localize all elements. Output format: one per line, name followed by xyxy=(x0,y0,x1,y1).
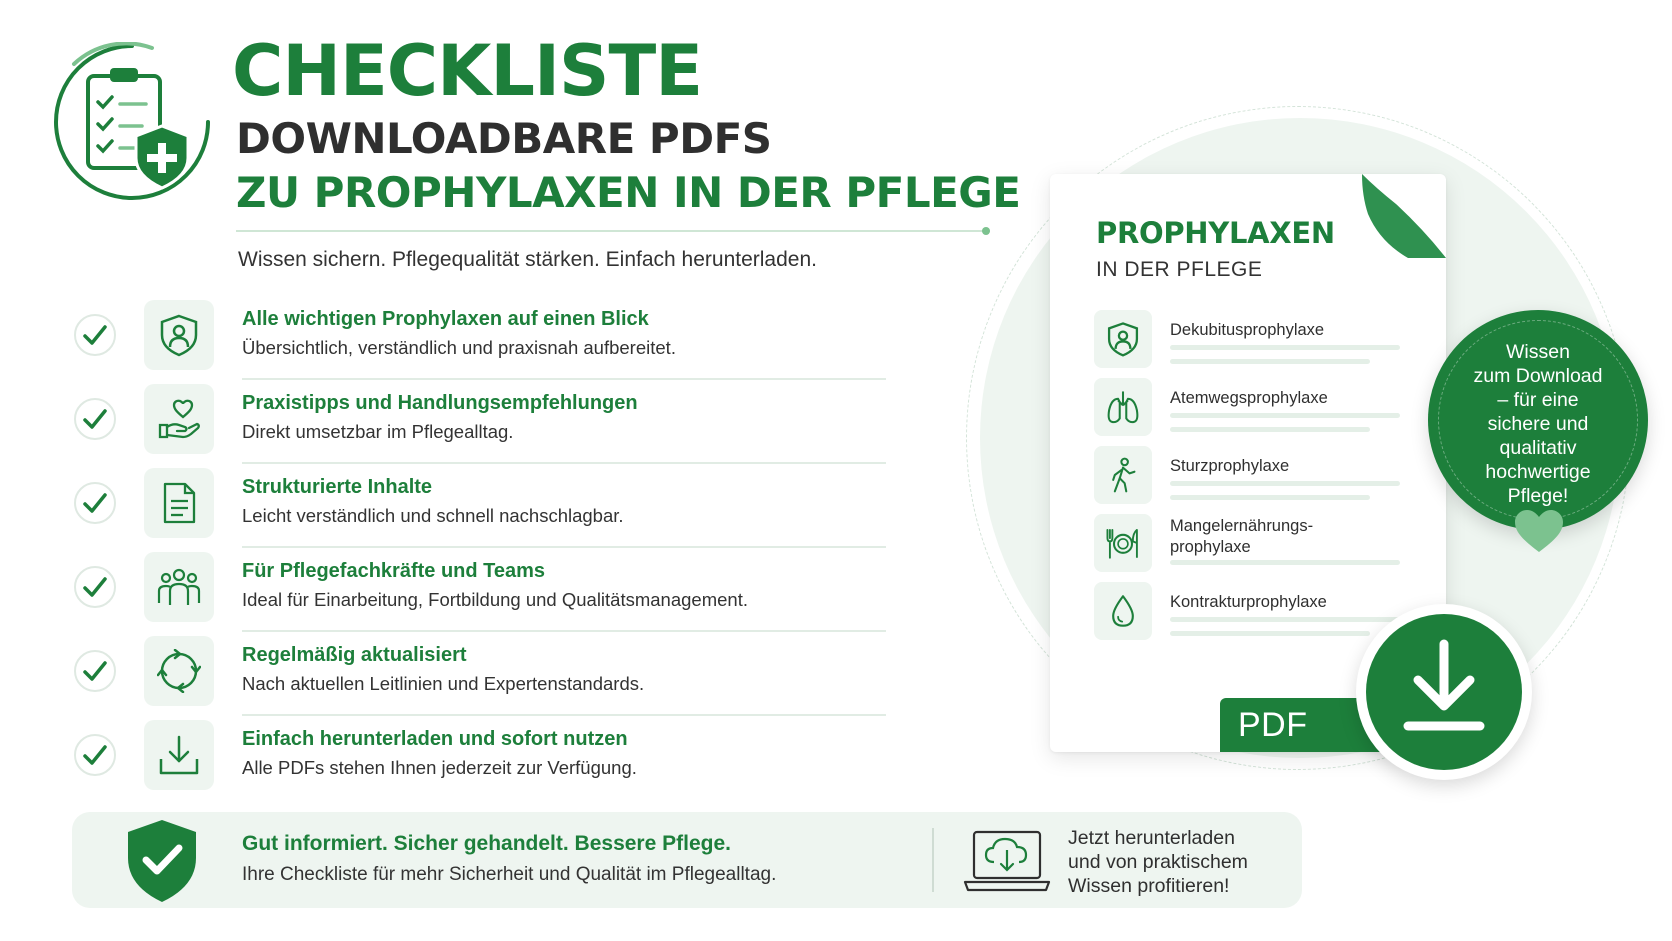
placeholder-line xyxy=(1170,560,1400,565)
feature-description: Ideal für Einarbeitung, Fortbildung und Qualitätsmanagement. xyxy=(242,589,748,610)
document-item xyxy=(1094,378,1414,438)
checkmark-icon xyxy=(74,482,116,524)
hand-heart-icon xyxy=(144,384,214,454)
feature-description: Übersichtlich, verständlich und praxisnah aufbereitet. xyxy=(242,337,676,358)
banner-subtitle: Ihre Checkliste für mehr Sicherheit und Qualität im Pflegealltag. xyxy=(242,864,777,885)
document-item-label: Kontrakturprophylaxe xyxy=(1170,593,1327,611)
document-item-label: Dekubitusprophylaxe xyxy=(1170,321,1325,339)
checkmark-icon xyxy=(74,398,116,440)
plate-cutlery-icon xyxy=(1094,514,1152,572)
heart-icon xyxy=(1513,508,1565,559)
tagline: Wissen sichern. Pflegequalität stärken. Einfach herunterladen. xyxy=(238,248,817,271)
bottom-banner xyxy=(72,812,1302,908)
title-divider-dot xyxy=(982,227,990,235)
cta-line: Wissen profitieren! xyxy=(1068,875,1230,897)
feature-title: Für Pflegefachkräfte und Teams xyxy=(242,560,546,582)
checkmark-icon xyxy=(74,566,116,608)
checkmark-icon xyxy=(74,650,116,692)
banner-divider xyxy=(932,828,934,892)
badge-line: zum Download xyxy=(1473,365,1603,387)
refresh-icon xyxy=(144,636,214,706)
page-subtitle: DOWNLOADBARE PDFS xyxy=(236,114,772,163)
document-item xyxy=(1094,582,1414,642)
shield-check-icon xyxy=(122,816,202,909)
placeholder-line xyxy=(1170,631,1370,636)
download-button[interactable] xyxy=(1356,604,1532,780)
drop-icon xyxy=(1094,582,1152,640)
document-subtitle: IN DER PFLEGE xyxy=(1096,258,1263,281)
feature-divider xyxy=(242,630,886,632)
page-subtitle-topic: ZU PROPHYLAXEN IN DER PFLEGE xyxy=(236,168,1021,217)
page-title: CHECKLISTE xyxy=(232,30,703,112)
badge-line: Pflege! xyxy=(1507,485,1569,507)
clipboard-shield-logo-icon xyxy=(52,42,212,202)
badge-line: hochwertige xyxy=(1485,461,1591,483)
feature-title: Praxistipps und Handlungsempfehlungen xyxy=(242,392,638,414)
placeholder-line xyxy=(1170,413,1400,418)
feature-title: Strukturierte Inhalte xyxy=(242,476,433,498)
feature-description: Direkt umsetzbar im Pflegealltag. xyxy=(242,421,514,442)
document-item-label xyxy=(1170,516,1313,558)
feature-divider xyxy=(242,462,886,464)
feature-item xyxy=(70,384,886,469)
feature-title: Alle wichtigen Prophylaxen auf einen Blick xyxy=(242,308,649,330)
feature-item xyxy=(70,552,886,637)
placeholder-line xyxy=(1170,481,1400,486)
document-item-label-line: prophylaxe xyxy=(1170,538,1251,556)
feature-divider xyxy=(242,714,886,716)
feature-title: Einfach herunterladen und sofort nutzen xyxy=(242,728,628,750)
feature-description: Alle PDFs stehen Ihnen jederzeit zur Verfügung. xyxy=(242,757,637,778)
document-title: PROPHYLAXEN xyxy=(1096,216,1335,250)
badge-line: – für eine xyxy=(1497,389,1579,411)
shield-person-icon xyxy=(1094,310,1152,368)
placeholder-line xyxy=(1170,427,1370,432)
checkmark-icon xyxy=(74,734,116,776)
banner-call-to-action xyxy=(1068,826,1298,898)
badge-line: qualitativ xyxy=(1499,437,1577,459)
cta-line: Jetzt herunterladen xyxy=(1068,827,1235,849)
walking-person-icon xyxy=(1094,446,1152,504)
document-item-label: Sturzprophylaxe xyxy=(1170,457,1290,475)
pdf-label: PDF xyxy=(1220,698,1390,752)
checkmark-icon xyxy=(74,314,116,356)
placeholder-line xyxy=(1170,345,1400,350)
feature-item xyxy=(70,468,886,553)
feature-divider xyxy=(242,546,886,548)
placeholder-line xyxy=(1170,617,1400,622)
download-info-badge xyxy=(1428,310,1648,530)
banner-title: Gut informiert. Sicher gehandelt. Bessere Pflege. xyxy=(242,832,731,855)
feature-title: Regelmäßig aktualisiert xyxy=(242,644,467,666)
feature-description: Leicht verständlich und schnell nachschlagbar. xyxy=(242,505,624,526)
badge-line: sichere und xyxy=(1487,413,1589,435)
document-icon xyxy=(144,468,214,538)
document-item xyxy=(1094,310,1414,370)
document-item-label: Atemwegsprophylaxe xyxy=(1170,389,1328,407)
feature-item xyxy=(70,720,886,805)
shield-person-icon xyxy=(144,300,214,370)
download-tray-icon xyxy=(144,720,214,790)
placeholder-line xyxy=(1170,495,1370,500)
document-item xyxy=(1094,514,1414,574)
feature-divider xyxy=(242,378,886,380)
feature-item xyxy=(70,636,886,721)
page-fold-corner xyxy=(1362,174,1446,258)
placeholder-line xyxy=(1170,359,1370,364)
badge-text xyxy=(1448,340,1628,508)
feature-item xyxy=(70,300,886,385)
document-item xyxy=(1094,446,1414,506)
cta-line: und von praktischem xyxy=(1068,851,1248,873)
badge-line: Wissen xyxy=(1506,341,1570,363)
team-icon xyxy=(144,552,214,622)
download-arrow-icon xyxy=(1394,638,1494,748)
laptop-cloud-download-icon xyxy=(962,822,1052,903)
feature-description: Nach aktuellen Leitlinien und Expertenstandards. xyxy=(242,673,645,694)
title-divider xyxy=(236,230,990,232)
lungs-icon xyxy=(1094,378,1152,436)
document-item-label-line: Mangelernährungs- xyxy=(1170,517,1314,535)
